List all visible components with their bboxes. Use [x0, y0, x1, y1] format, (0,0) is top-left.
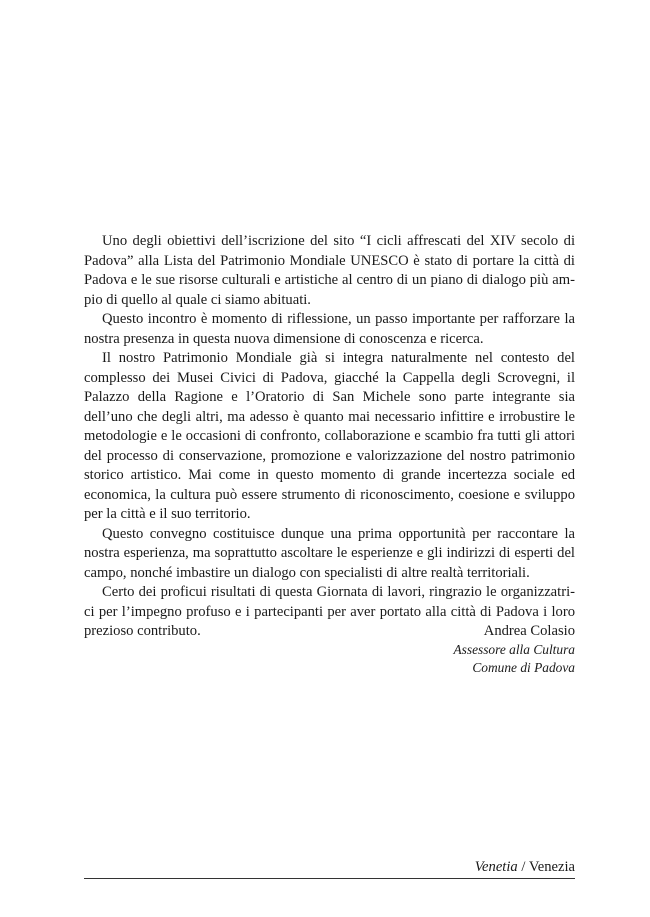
signature-block — [453, 622, 575, 677]
running-footer — [84, 858, 575, 876]
paragraph: Certo dei proficui risultati di questa Giornata di lavori, ringrazio le organizzatrici per l’impegno profuso e i partecipanti per aver portato alla città di Padova i loro prezioso contributo. — [84, 584, 575, 639]
footer-separator: / — [517, 859, 529, 875]
paragraph: Uno degli obiettivi dell’iscrizione del sito “I cicli affrescati del XIV secolo di Padova” alla Lista del Patrimonio Mondiale UNESCO è stato di portare la città di Padova e le sue risorse culturali e artistiche al centro di un piano di dialogo più ampio di quello al quale ci siamo abituati. — [84, 233, 575, 308]
footer-venezia: Venezia — [528, 859, 575, 875]
signatory-office: Comune di Padova — [472, 660, 575, 675]
signatory-role: Assessore alla Cultura — [453, 642, 575, 657]
paragraph: Questo convegno costituisce dunque una prima opportunità per raccontare la nostra esperienza, ma soprattutto ascoltare le esperienze e gli indirizzi di esperti del campo, nonché imbastire un dialogo con specialisti di altre realtà territoriali. — [84, 525, 575, 581]
paragraph: Il nostro Patrimonio Mondiale già si integra naturalmente nel contesto del complesso dei Musei Civici di Padova, giacché la Cappella degli Scrovegni, il Palazzo della Ragione e l’Oratorio di San Michele sono parte integrante sia dell’uno che degli altri, ma adesso è quanto mai necessario infittire e irrobustire le metodologie e le occasioni di confronto, collaborazione e scambio fra tutti gli attori del processo di conservazione, promozione e valorizzazione del nostro patrimonio storico artistico. Mai come in questo momento di grande incertezza sociale ed economica, la cultura può essere strumento di riconoscimento, coesione e sviluppo per la città e il suo territorio. — [84, 350, 575, 522]
footer-venetia: Venetia — [474, 859, 518, 875]
paragraph: Questo incontro è momento di riflessione, un passo importante per rafforzare la nostra presenza in questa nuova dimensione di conoscenza e ricerca. — [84, 311, 575, 347]
signatory-name: Andrea Colasio — [483, 623, 575, 639]
body-text — [84, 232, 575, 642]
footer-rule — [84, 878, 575, 879]
